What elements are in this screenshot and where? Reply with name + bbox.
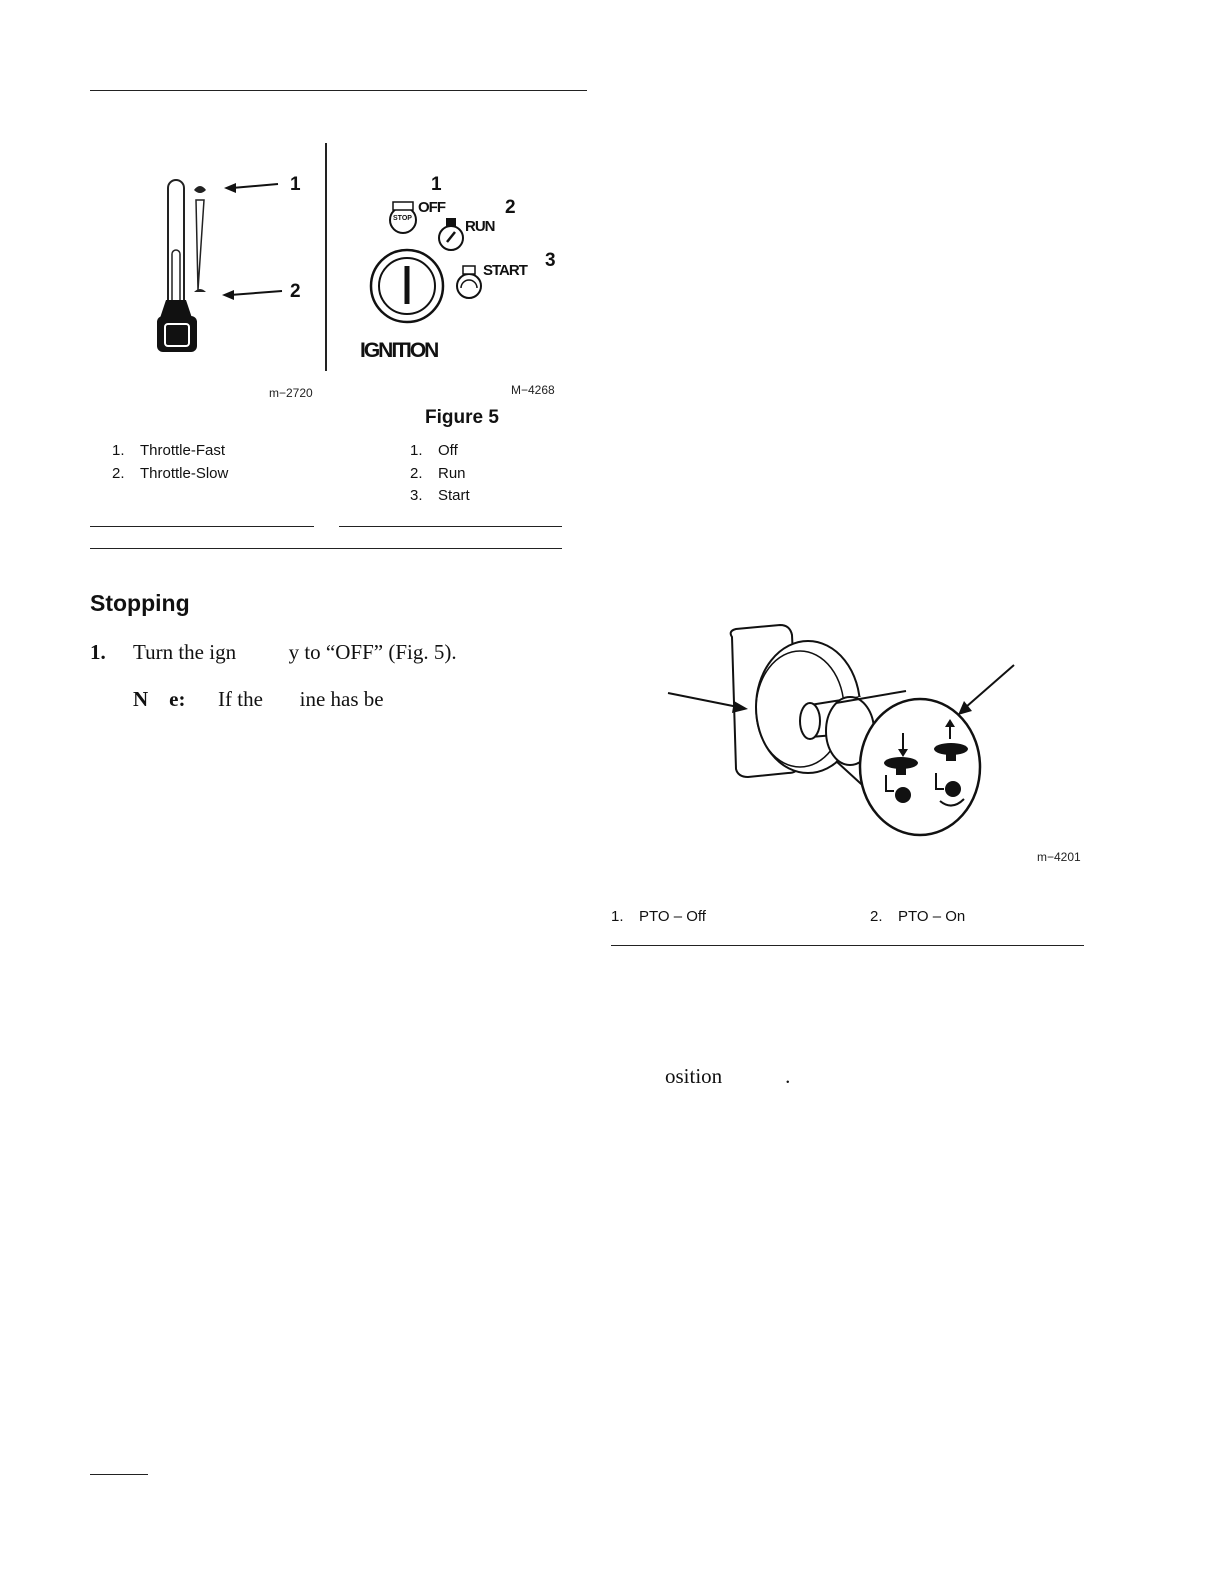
- switch-label-run: RUN: [465, 218, 495, 235]
- ignition-legend-item-2: [410, 465, 466, 482]
- pto-legend-item-1: [611, 908, 706, 925]
- pto-knob-illustration: [660, 625, 1020, 840]
- footer-rule: [90, 1474, 148, 1475]
- legend-text: PTO – Off: [639, 908, 706, 925]
- legend-number: 1.: [410, 442, 423, 459]
- legend-text: Off: [438, 442, 458, 459]
- ignition-art-code: M−4268: [511, 383, 555, 397]
- throttle-callout-1: 1: [290, 174, 301, 195]
- note-text: If the ine has be: [218, 687, 384, 711]
- step-1-number: 1.: [90, 640, 106, 664]
- section-heading: Stopping: [90, 590, 190, 616]
- legend-number: 2.: [870, 908, 883, 925]
- legend-rule-right: [339, 526, 562, 527]
- throttle-legend-item-2: [112, 465, 228, 482]
- legend-text: Throttle-Fast: [140, 442, 226, 459]
- legend-number: 2.: [410, 465, 423, 482]
- figure-bottom-rule: [90, 548, 562, 549]
- throttle-art-code: m−2720: [269, 386, 313, 400]
- legend-text: Throttle-Slow: [140, 465, 229, 482]
- pto-art-code: m−4201: [1037, 850, 1081, 864]
- legend-rule-left: [90, 526, 314, 527]
- ignition-callout-1: 1: [431, 174, 442, 195]
- legend-number: 3.: [410, 487, 423, 504]
- legend-number: 1.: [611, 908, 624, 925]
- note-label: N e:: [133, 687, 186, 711]
- legend-text: Start: [438, 487, 470, 504]
- pto-figure-rule: [611, 945, 1084, 946]
- ignition-callout-2: 2: [505, 197, 516, 218]
- throttle-legend-item-1: [112, 442, 225, 459]
- body-fragment: osition .: [665, 1064, 791, 1088]
- throttle-callout-2: 2: [290, 281, 301, 302]
- pto-legend-item-2: [870, 908, 965, 925]
- ignition-legend-item-1: [410, 442, 458, 459]
- step-1-text: Turn the ign y to “OFF” (Fig. 5).: [133, 640, 457, 664]
- figure-caption: Figure 5: [425, 407, 499, 428]
- legend-number: 1.: [112, 442, 125, 459]
- throttle-illustration: [140, 170, 330, 370]
- legend-text: Run: [438, 465, 466, 482]
- legend-number: 2.: [112, 465, 125, 482]
- top-rule: [90, 90, 587, 91]
- ignition-callout-3: 3: [545, 250, 556, 271]
- ignition-legend-item-3: [410, 487, 470, 504]
- legend-text: PTO – On: [898, 908, 966, 925]
- switch-label-start: START: [483, 262, 527, 279]
- switch-label-ignition: IGNITION: [360, 339, 438, 362]
- switch-label-off: OFF: [418, 199, 445, 216]
- figure-divider: [325, 143, 327, 371]
- switch-label-stop: STOP: [393, 215, 412, 222]
